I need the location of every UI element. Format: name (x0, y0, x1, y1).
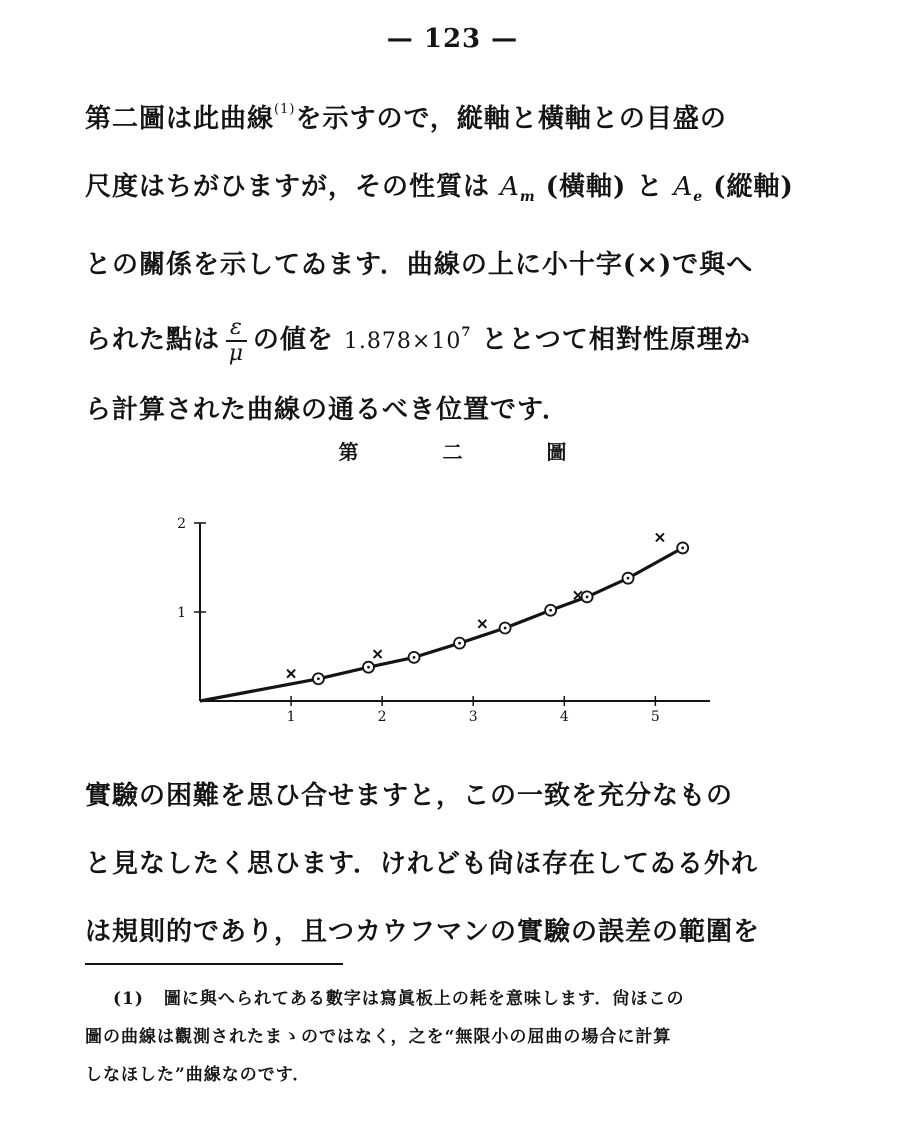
paragraph-1-line-1 (85, 76, 805, 153)
ae-symbol: A (673, 172, 694, 202)
footnote (85, 980, 815, 1094)
value-mantissa: 1.878×10 (343, 329, 462, 354)
cross-point (478, 620, 486, 628)
line-2-b: (橫軸) と (545, 172, 664, 202)
figure-title-char-2: 二 (442, 440, 463, 464)
am-symbol: A (500, 172, 520, 202)
paragraph-2-line-1: 實驗の困難を思ひ合せますと，この一致を充分なもの (85, 781, 734, 811)
circle-point-center (317, 677, 320, 680)
line-4-b: の値を (252, 325, 334, 355)
value-exponent: 7 (461, 325, 472, 340)
x-tick-label: 2 (377, 709, 387, 725)
line-4-c: ととつて相對性原理か (481, 325, 751, 355)
footnote-reference[interactable]: (1) (274, 102, 296, 117)
footnote-line-3: しなほした”曲線なのです． (85, 1065, 311, 1085)
chart-axes (177, 516, 710, 725)
fraction-denominator: μ (228, 341, 245, 366)
footnote-line-1 (85, 980, 815, 1018)
line-1-text: 第二圖は此曲線 (85, 104, 275, 134)
line-1-rest: を示すので，縦軸と橫軸との目盛の (295, 104, 727, 134)
paragraph-2 (85, 762, 805, 966)
line-4-a: られた點は (85, 325, 221, 355)
chart-marks (200, 533, 688, 701)
circle-point-center (549, 609, 552, 612)
y-tick-label: 2 (177, 516, 186, 532)
paragraph-1 (85, 76, 805, 444)
cross-point (574, 591, 582, 599)
epsilon-over-mu-fraction (226, 316, 247, 366)
circle-point-center (504, 627, 507, 630)
paragraph-1-line-2 (85, 153, 805, 231)
footnote-marker: (1) (113, 989, 144, 1009)
curve-line (200, 548, 683, 701)
circle-point-center (413, 656, 416, 659)
footnote-divider (85, 963, 343, 965)
x-tick-label: 4 (559, 709, 569, 725)
paragraph-1-line-4 (85, 299, 805, 376)
paragraph-1-line-5: ら計算された曲線の通るべき位置です． (85, 395, 569, 425)
paragraph-2-line-2: と見なしたく思ひます．けれども尙ほ存在してゐる外れ (85, 849, 758, 879)
y-tick-label: 1 (177, 605, 186, 621)
figure-title-char-1: 第 (338, 440, 359, 464)
fraction-numerator: ε (226, 316, 247, 342)
circle-point-center (627, 577, 630, 580)
x-tick-label: 5 (650, 709, 660, 725)
am-subscript: m (519, 189, 536, 205)
paragraph-2-line-3: は規則的であり，且つカウフマンの實驗の誤差の範圍を (85, 917, 761, 947)
cross-point (374, 650, 382, 658)
cross-point (287, 670, 295, 678)
page-number: — 123 — (386, 24, 519, 54)
line-2-a: 尺度はちがひますが，その性質は (85, 172, 491, 202)
circle-point-center (586, 595, 589, 598)
circle-point-center (681, 547, 684, 550)
circle-point-center (458, 642, 461, 645)
x-tick-label: 3 (468, 709, 478, 725)
footnote-line-2: 圖の曲線は觀測されたまゝのではなく，之を“無限小の屈曲の場合に計算 (85, 1027, 672, 1047)
figure-2-chart (160, 505, 730, 735)
chart-svg (160, 505, 730, 735)
footnote-line-1-text: 圖に與へられてある數字は寫眞板上の耗を意味します．尙ほこの (163, 989, 685, 1009)
circle-point-center (367, 666, 370, 669)
x-tick-label: 1 (286, 709, 296, 725)
cross-point (656, 533, 664, 541)
line-2-c: (縱軸) (713, 172, 794, 202)
figure-title-char-3: 圖 (546, 440, 567, 464)
paragraph-1-line-3: との關係を示してゐます．曲線の上に小十字(×)で與へ (85, 250, 754, 280)
figure-title (0, 436, 905, 465)
ae-subscript: e (693, 189, 704, 205)
